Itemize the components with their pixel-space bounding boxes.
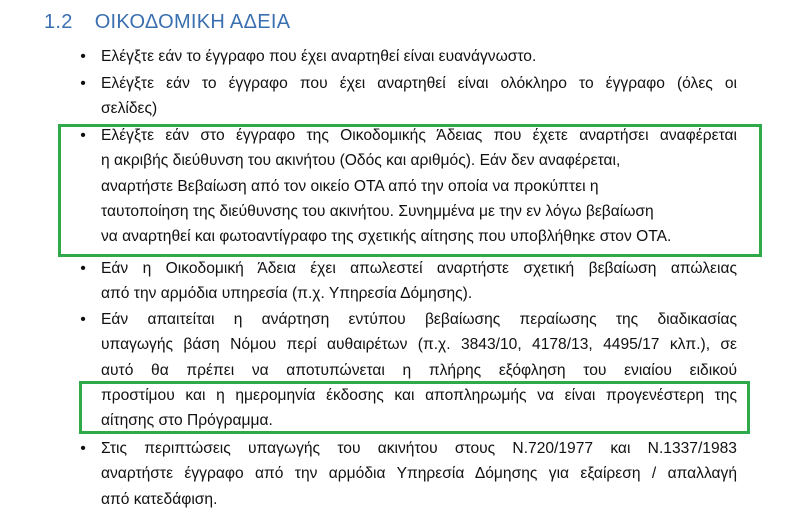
section-title: ΟΙΚΟΔΟΜΙΚΗ ΑΔΕΙΑ — [94, 11, 291, 33]
section-number: 1.2 — [44, 11, 73, 33]
list-item-text: από κατεδάφιση. — [101, 490, 218, 508]
list-item-text: ταυτοποίηση της διεύθυνσης του ακινήτου. Συνημμένα με την εν λόγω βεβαίωση — [101, 202, 654, 220]
list-item-text: αίτησης στο Πρόγραμμα. — [101, 412, 273, 430]
list-item-text: Εάν η Οικοδομική Άδεια έχει απωλεστεί αναρτήστε σχετική βεβαίωση απώλειας — [101, 260, 737, 277]
list-item-text: υπαγωγής βάση Νόμου περί αυθαιρέτων (π.χ. 3843/10, 4178/13, 4495/17 κλπ.), σε — [101, 336, 737, 354]
highlight-box-address — [58, 124, 762, 257]
list-item-text: αναρτήστε έγγραφο από την αρμόδια Υπηρεσία Δόμησης για εξαίρεση / απαλλαγή — [101, 465, 737, 483]
list-item-text: αναρτήστε Βεβαίωση από τον οικείο ΟΤΑ από την οποία να προκύπτει η — [101, 177, 599, 195]
list-item-text: Εάν απαιτείται η ανάρτηση εντύπου βεβαίωσης περαίωσης της διαδικασίας — [101, 311, 737, 328]
list-item — [80, 44, 737, 69]
list-item-text: Ελέγξτε εάν το έγγραφο που έχει αναρτηθεί είναι ευανάγνωστο. — [101, 48, 537, 65]
bullet-icon: • — [80, 127, 86, 144]
list-item-text: από την αρμόδια υπηρεσία (π.χ. Υπηρεσία Δόμησης). — [101, 285, 473, 303]
list-item-text: Ελέγξτε εάν το έγγραφο που έχει αναρτηθεί είναι ολόκληρο το έγγραφο (όλες οι — [101, 75, 737, 92]
bullet-icon: • — [80, 260, 86, 277]
list-item — [80, 71, 737, 122]
section-heading — [44, 11, 290, 34]
list-item-text: προστίμου και η ημερομηνία έκδοσης και αποπληρωμής να είναι προγενέστερη της — [101, 386, 737, 404]
bullet-icon: • — [80, 311, 86, 328]
list-item-text: αυτό θα πρέπει να αποτυπώνεται η πλήρης εξόφληση του ενιαίου ειδικού — [101, 361, 737, 379]
list-item — [80, 256, 737, 307]
list-item-text: Στις περιπτώσεις υπαγωγής του ακινήτου στους Ν.720/1977 και Ν.1337/1983 — [101, 440, 737, 457]
bullet-icon: • — [80, 75, 86, 92]
list-item-text: Ελέγξτε εάν στο έγγραφο της Οικοδομικής Άδειας που έχετε αναρτήσει αναφέρεται — [101, 127, 737, 144]
list-item-text: η ακριβής διεύθυνση του ακινήτου (Οδός και αριθμός). Εάν δεν αναφέρεται, — [101, 152, 621, 170]
list-item-text: σελίδες) — [101, 100, 158, 118]
list-item-text: να αναρτηθεί και φωτοαντίγραφο της σχετικής αίτησης που υποβλήθηκε στον ΟΤΑ. — [101, 228, 672, 246]
bullet-icon: • — [80, 440, 86, 457]
list-item — [80, 436, 737, 512]
bullet-icon: • — [80, 48, 86, 65]
highlight-box-fine-payment — [79, 381, 750, 434]
